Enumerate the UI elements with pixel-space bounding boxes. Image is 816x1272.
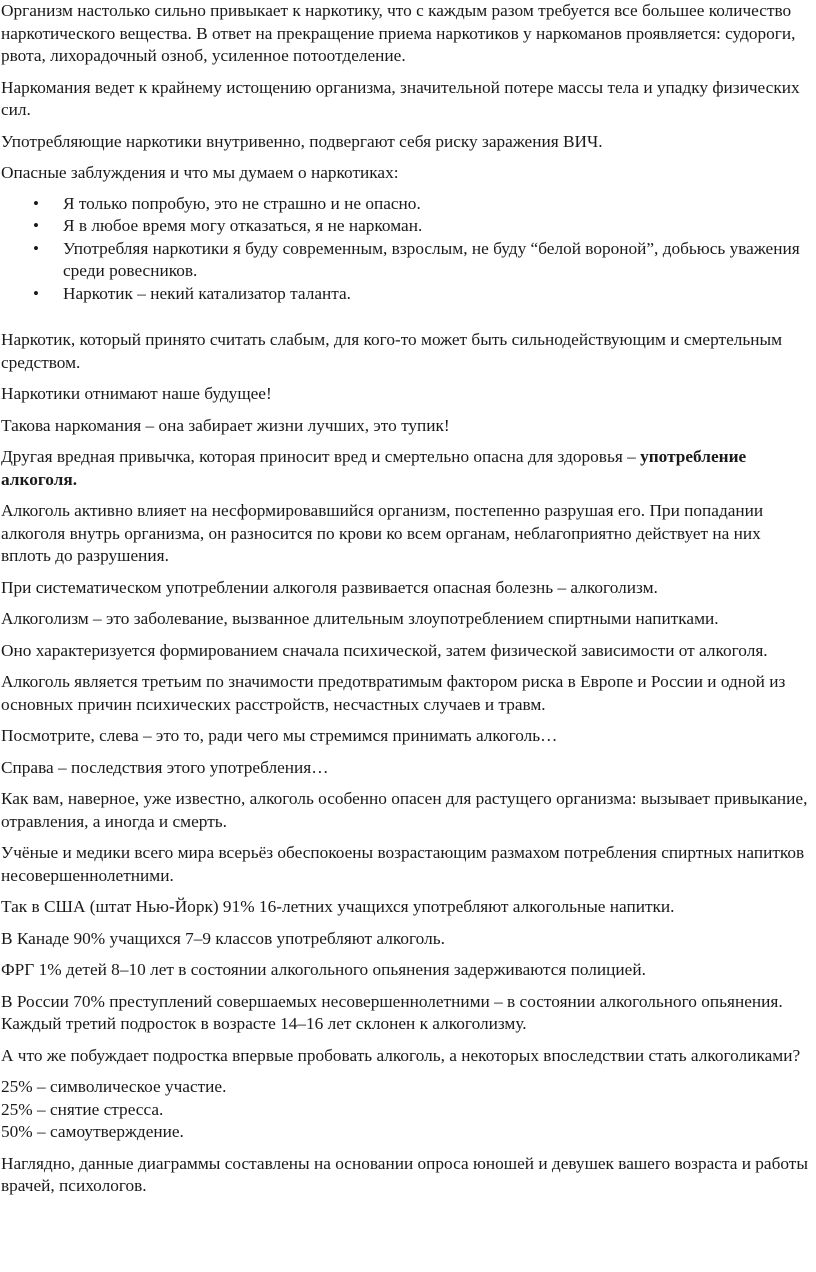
list-item: • Я только попробую, это не страшно и не опасно. xyxy=(63,193,814,216)
stat-line: 25% – снятие стресса. xyxy=(1,1099,164,1119)
paragraph-growing-organism: Как вам, наверное, уже известно, алкоголь особенно опасен для растущего организма: вызывает привыкание, отравления, а иногда и смерть. xyxy=(1,789,808,831)
paragraph-addiction-tolerance: Организм настолько сильно привыкает к наркотику, что с каждым разом требуется все большее количество наркотического вещества. В ответ на прекращение приема наркотиков у наркоманов проявляется: судороги, рвота, лихорадочный озноб, усиленное потоотделение. xyxy=(1,1,796,65)
alcohol-intro-text: Другая вредная привычка, которая приносит вред и смертельно опасна для здоровья – xyxy=(1,447,641,466)
paragraph-usa: Так в США (штат Нью-Йорк) 91% 16-летних учащихся употребляют алкогольные напитки. xyxy=(1,897,675,916)
stat-line: 50% – самоутверждение. xyxy=(1,1122,184,1141)
paragraph-russia: В России 70% преступлений совершаемых несовершеннолетними – в состоянии алкогольного опьянения. Каждый третий подросток в возрасте 14–16 лет склонен к алкоголизму. xyxy=(1,991,783,1033)
list-item: • Я в любое время могу отказаться, я не наркоман. xyxy=(63,215,814,238)
paragraph-risk-factor: Алкоголь является третьим по значимости предотвратимым фактором риска в Европе и России и одной из основных причин психических расстройств, несчастных случаев и травм. xyxy=(1,672,786,714)
list-item: • Употребляя наркотики я буду современным, взрослым, не буду “белой вороной”, добьюсь уважения среди ровесников. xyxy=(63,238,814,283)
paragraph-closing: Наглядно, данные диаграммы составлены на основании опроса юношей и девушек вашего возраста и работы врачей, психологов. xyxy=(1,1153,808,1195)
paragraph-left: Посмотрите, слева – это то, ради чего мы стремимся принимать алкоголь… xyxy=(1,726,558,745)
paragraph-right: Справа – последствия этого употребления… xyxy=(1,757,329,777)
paragraph-alcohol-intro xyxy=(1,446,814,491)
paragraph-scientists: Учёные и медики всего мира всерьёз обеспокоены возрастающим размахом потребления спиртных напитков несовершеннолетними. xyxy=(1,843,805,885)
paragraph-exhaustion: Наркомания ведет к крайнему истощению организма, значительной потере массы тела и упадку физических сил. xyxy=(1,77,800,119)
misconceptions-list xyxy=(1,193,814,306)
paragraph-future: Наркотики отнимают наше будущее! xyxy=(1,384,272,403)
paragraph-frg: ФРГ 1% детей 8–10 лет в состоянии алкогольного опьянения задерживаются полицией. xyxy=(1,960,646,979)
paragraph-alcoholism-develops: При систематическом употреблении алкоголя развивается опасная болезнь – алкоголизм. xyxy=(1,577,658,597)
paragraph-canada: В Канаде 90% учащихся 7–9 классов употребляют алкоголь. xyxy=(1,928,445,948)
alcohol-intro-bold: употребление алкоголя. xyxy=(1,447,747,489)
paragraph-dependence: Оно характеризуется формированием сначала психической, затем физической зависимости от алкоголя. xyxy=(1,640,768,660)
paragraph-dead-end: Такова наркомания – она забирает жизни лучших, это тупик! xyxy=(1,415,450,435)
stat-line: 25% – символическое участие. xyxy=(1,1077,227,1096)
list-item: • Наркотик – некий катализатор таланта. xyxy=(63,283,814,306)
paragraph-alcoholism-definition: Алкоголизм – это заболевание, вызванное длительным злоупотреблением спиртными напитками. xyxy=(1,609,719,628)
paragraph-motivation-question: А что же побуждает подростка впервые пробовать алкоголь, а некоторых впоследствии стать алкоголиками? xyxy=(1,1045,801,1065)
stats-block xyxy=(1,1076,814,1144)
paragraph-weak-drug: Наркотик, который принято считать слабым, для кого-то может быть сильнодействующим и смертельным средством. xyxy=(1,330,783,372)
paragraph-misconceptions-heading: Опасные заблуждения и что мы думаем о наркотиках: xyxy=(1,163,399,182)
paragraph-alcohol-effect: Алкоголь активно влияет на несформировавшийся организм, постепенно разрушая его. При попадании алкоголя внутрь организма, он разносится по крови ко всем органам, неблагоприятно действует на них вплоть до разрушения. xyxy=(1,501,764,565)
paragraph-hiv-risk: Употребляющие наркотики внутривенно, подвергают себя риску заражения ВИЧ. xyxy=(1,131,603,151)
